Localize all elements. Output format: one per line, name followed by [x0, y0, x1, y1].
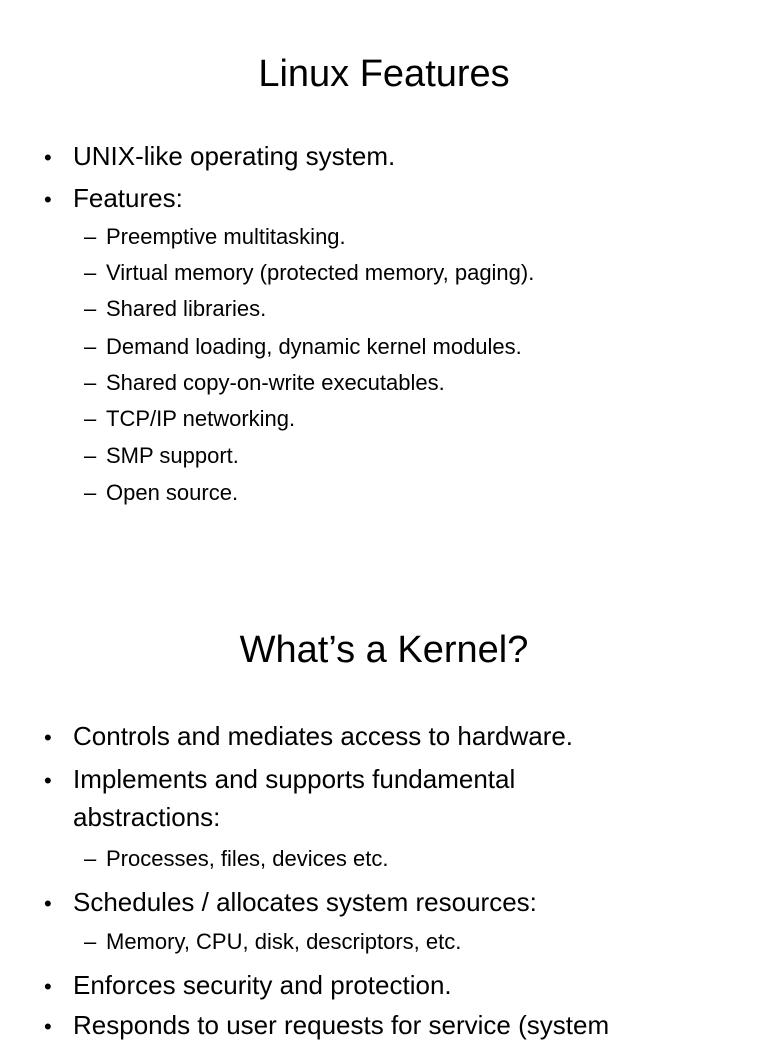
sub-bullet-item: [84, 404, 295, 434]
bullet-icon: •: [44, 145, 52, 170]
bullet-item: [44, 139, 395, 175]
sub-bullet-item: [84, 844, 388, 874]
sub-bullet-item: [84, 927, 461, 957]
sub-bullet-text: Shared libraries.: [106, 296, 267, 321]
bullet-item: [44, 181, 183, 217]
sub-bullet-text: Virtual memory (protected memory, paging).: [106, 260, 535, 285]
bullet-text: Implements and supports fundamental: [73, 764, 516, 794]
sub-bullet-text: TCP/IP networking.: [106, 406, 296, 431]
bullet-icon: •: [44, 891, 52, 916]
dash-icon: –: [84, 296, 97, 321]
slide-title-whats-a-kernel: What’s a Kernel?: [239, 629, 529, 671]
bullet-item: [44, 762, 515, 798]
bullet-text: Features:: [73, 183, 183, 213]
sub-bullet-text: Shared copy-on-write executables.: [106, 370, 445, 395]
sub-bullet-item: [84, 258, 534, 288]
sub-bullet-item: [84, 222, 346, 252]
sub-bullet-text: SMP support.: [106, 443, 239, 468]
bullet-item: [44, 885, 537, 921]
sub-bullet-text: Demand loading, dynamic kernel modules.: [106, 334, 522, 359]
sub-bullet-item: [84, 294, 266, 324]
bullet-icon: •: [44, 187, 52, 212]
bullet-text: UNIX-like operating system.: [73, 141, 396, 171]
bullet-icon: •: [44, 725, 52, 750]
dash-icon: –: [84, 334, 97, 359]
dash-icon: –: [84, 260, 97, 285]
dash-icon: –: [84, 224, 97, 249]
sub-bullet-item: [84, 478, 238, 508]
sub-bullet-text: Open source.: [106, 480, 239, 505]
bullet-item: [44, 719, 573, 755]
slide-title-linux-features: Linux Features: [258, 53, 510, 95]
dash-icon: –: [84, 443, 97, 468]
sub-bullet-item: [84, 332, 522, 362]
bullet-item: [44, 1008, 609, 1044]
bullet-text: Schedules / allocates system resources:: [73, 887, 537, 917]
dash-icon: –: [84, 406, 97, 431]
bullet-item: [44, 968, 452, 1004]
bullet-text: Controls and mediates access to hardware.: [73, 721, 574, 751]
sub-bullet-item: [84, 368, 445, 398]
dash-icon: –: [84, 846, 97, 871]
bullet-icon: •: [44, 1014, 52, 1039]
bullet-icon: •: [44, 768, 52, 793]
sub-bullet-item: [84, 441, 239, 471]
bullet-icon: •: [44, 974, 52, 999]
dash-icon: –: [84, 480, 97, 505]
bullet-text: Responds to user requests for service (system: [73, 1010, 610, 1040]
dash-icon: –: [84, 370, 97, 395]
bullet-text: Enforces security and protection.: [73, 970, 452, 1000]
sub-bullet-text: Processes, files, devices etc.: [106, 846, 389, 871]
dash-icon: –: [84, 929, 97, 954]
bullet-continuation-text: abstractions:: [73, 802, 221, 832]
sub-bullet-text: Preemptive multitasking.: [106, 224, 346, 249]
sub-bullet-text: Memory, CPU, disk, descriptors, etc.: [106, 929, 462, 954]
